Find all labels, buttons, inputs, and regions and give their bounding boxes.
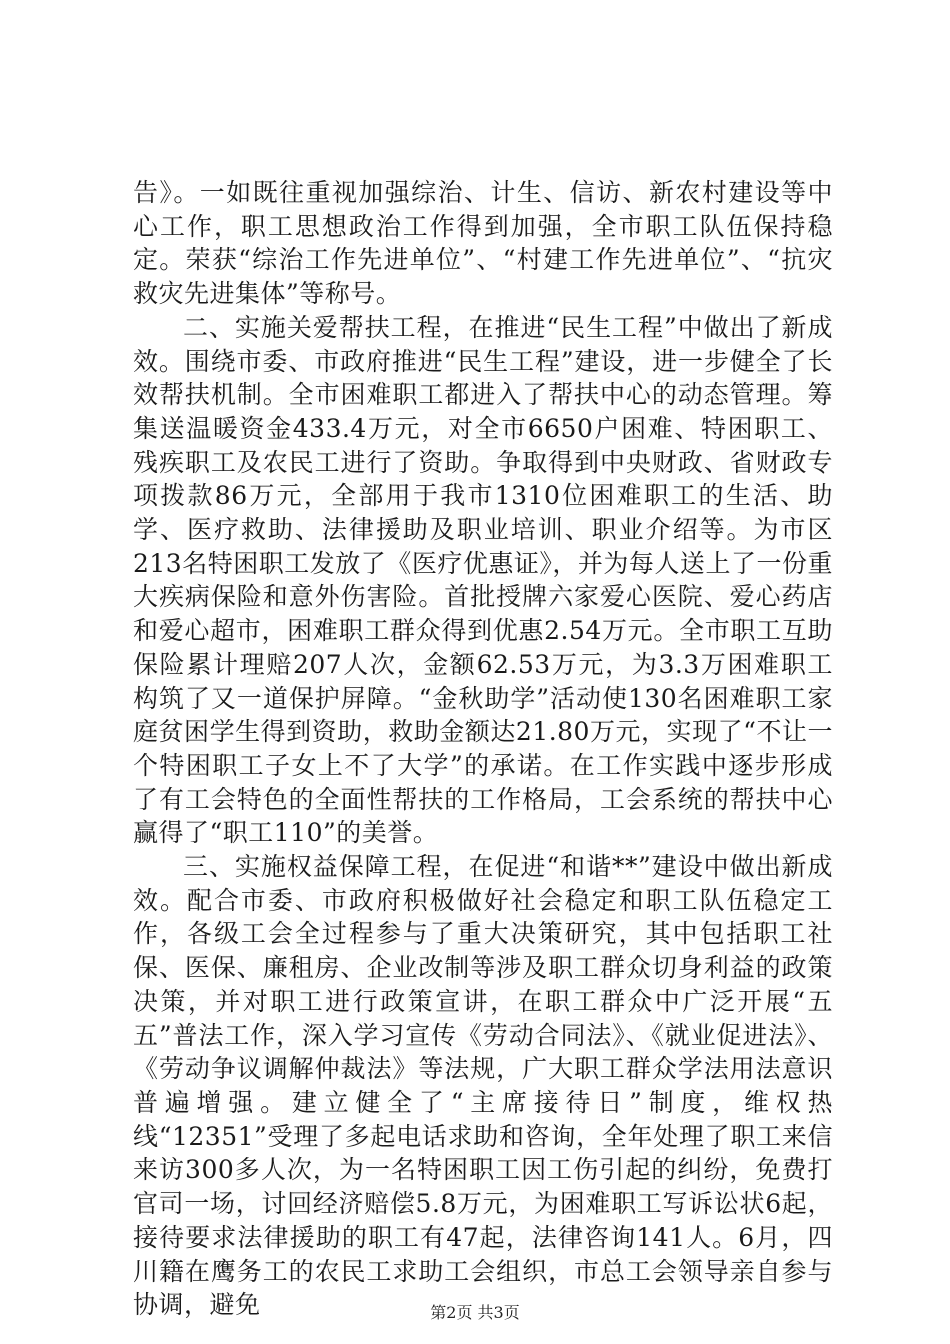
paragraph-rights-protection: 三、实施权益保障工程，在促进“和谐**”建设中做出新成效。配合市委、市政府积极做好社会稳定和职工队伍稳定工作，各级工会全过程参与了重大决策研究，其中包括职工社保、医保、廉租房、企业改制等涉及职工群众切身利益的政策决策，并对职工进行政策宣讲，在职工群众中广泛开展“五五”普法工作，深入学习宣传《劳动合同法》、《就业促进法》、《劳动争议调解仲裁法》等法规，广大职工群众学法用法意识普遍增强。建立健全了“主席接待日”制度，维权热线“12351”受理了多起电话求助和咨询，全年处理了职工来信来访300多人次，为一名特困职工因工伤引起的纠纷，免费打官司一场，讨回经济赔偿5.8万元，为困难职工写诉讼状6起，接待要求法律援助的职工有47起，法律咨询141人。6月，四川籍在鹰务工的农民工求助工会组织，市总工会领导亲自参与协调，避免 [133,852,833,1320]
document-body [133,176,833,1322]
page-footer: 第2页 共3页 [430,1303,520,1322]
paragraph-care-assistance: 二、实施关爱帮扶工程，在推进“民生工程”中做出了新成效。围绕市委、市政府推进“民生工程”建设，进一步健全了长效帮扶机制。全市困难职工都进入了帮扶中心的动态管理。筹集送温暖资金433.4万元，对全市6650户困难、特困职工、残疾职工及农民工进行了资助。争取得到中央财政、省财政专项拨款86万元，全部用于我市1310位困难职工的生活、助学、医疗救助、法律援助及职业培训、职业介绍等。为市区213名特困职工发放了《医疗优惠证》，并为每人送上了一份重大疾病保险和意外伤害险。首批授牌六家爱心医院、爱心药店和爱心超市，困难职工群众得到优惠2.54万元。全市职工互助保险累计理赔207人次，金额62.53万元，为3.3万困难职工构筑了又一道保护屏障。“金秋助学”活动使130名困难职工家庭贫困学生得到资助，救助金额达21.80万元，实现了“不让一个特困职工子女上不了大学”的承诺。在工作实践中逐步形成了有工会特色的全面性帮扶的工作格局，工会系统的帮扶中心赢得了“职工110”的美誉。 [133,312,833,848]
paragraph-continuation: 告》。一如既往重视加强综治、计生、信访、新农村建设等中心工作，职工思想政治工作得到加强，全市职工队伍保持稳定。荣获“综治工作先进单位”、“村建工作先进单位”、“抗灾救灾先进集体”等称号。 [133,178,833,309]
